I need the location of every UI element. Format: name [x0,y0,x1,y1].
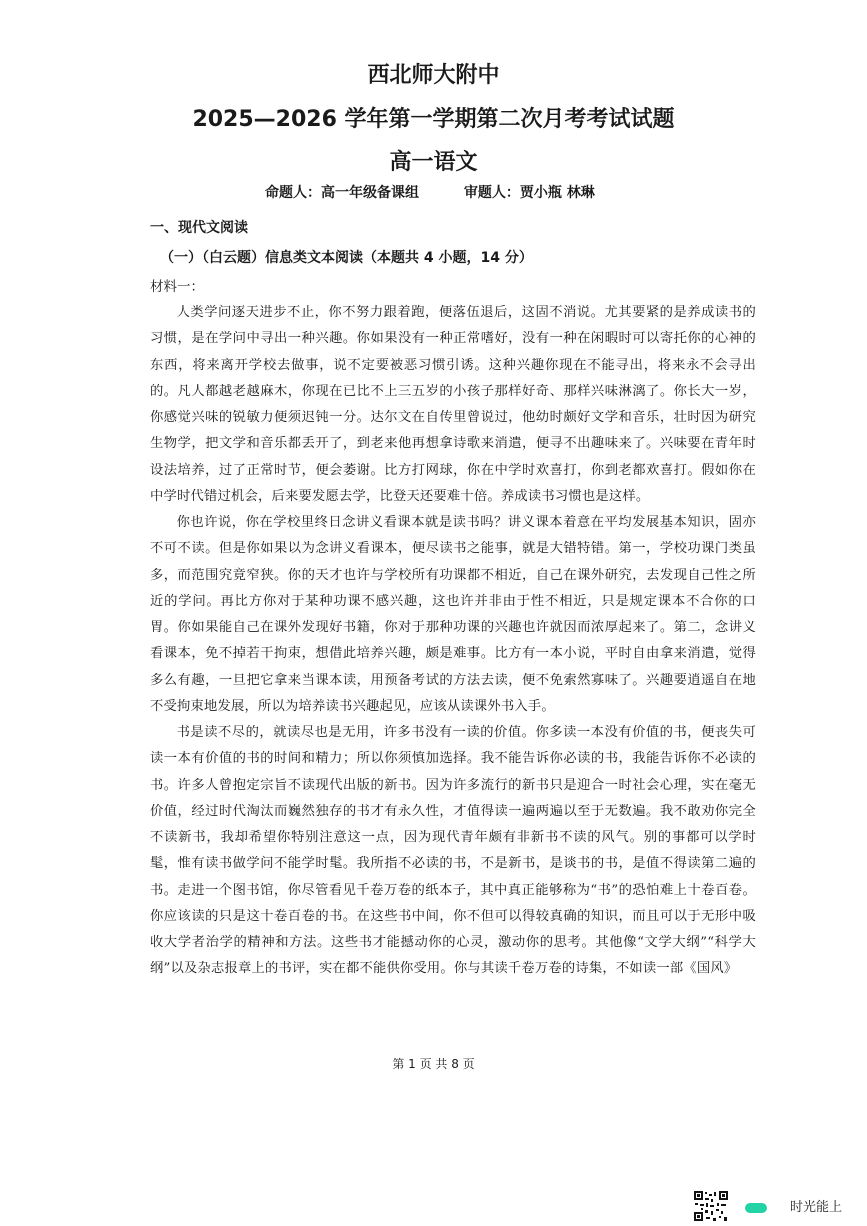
reading-passage [150,300,756,983]
page-number: 第 1 页 共 8 页 [392,1057,475,1071]
authors-line [265,182,595,202]
setter-label: 命题人：高一年级备课组 [265,185,419,201]
paragraph-3: 书是读不尽的，就读尽也是无用，许多书没有一读的价值。你多读一本没有价值的书，便丧失可读一本有价值的书的时间和精力；所以你须慎加选择。我不能告诉你必读的书，我能告诉你不必读的书。许多人曾抱定宗旨不读现代出版的新书。因为许多流行的新书只是迎合一时社会心理，实在毫无价值，经过时代淘汰而巍然独存的书才有永久性，才值得读一遍两遍以至于无数遍。我不敢劝你完全不读新书，我却希望你特别注意这一点，因为现代青年颇有非新书不读的风气。别的事都可以学时髦，惟有读书做学问不能学时髦。我所指不必读的书，不是新书，是谈书的书，是值不得读第二遍的书。走进一个图书馆，你尽管看见千卷万卷的纸本子，其中真正能够称为“书”的恐怕难上十卷百卷。你应该读的只是这十卷百卷的书。在这些书中间，你不但可以得较真确的知识，而且可以于无形中吸收大学者治学的精神和方法。这些书才能撼动你的心灵，激动你的思考。其他像“文学大纲”“科学大纲”以及杂志报章上的书评，实在都不能供你受用。你与其读千卷万卷的诗集，不如读一部《国风》 [150,725,756,977]
school-name: 西北师大附中 [367,63,500,88]
qr-code-icon [693,1190,729,1222]
paragraph-1: 人类学问逐天进步不止，你不努力跟着跑，便落伍退后，这固不消说。尤其要紧的是养成读书的习惯，是在学问中寻出一种兴趣。你如果没有一种正常嗜好，没有一种在闲暇时可以寄托你的心神的东西，将来离开学校去做事，说不定要被恶习惯引诱。这种兴趣你现在不能寻出，将来永不会寻出的。凡人都越老越麻木，你现在已比不上三五岁的小孩子那样好奇、那样兴味淋漓了。你长大一岁，你感觉兴味的锐敏力便须迟钝一分。达尔文在自传里曾说过，他幼时颇好文学和音乐，壮时因为研究生物学，把文学和音乐都丢开了，到老来他再想拿诗歌来消遣，便寻不出趣味来了。兴味要在青年时设法培养，过了正常时节，便会萎谢。比方打网球，你在中学时欢喜打，你到老都欢喜打。假如你在中学时代错过机会，后来要发愿去学，比登天还要难十倍。养成读书习惯也是这样。 [150,305,756,504]
corner-watermark-text: 时光能上 [790,1200,843,1215]
exam-title: 2025—2026 学年第一学期第二次月考考试试题 [192,107,675,132]
section-heading: 一、现代文阅读 [150,220,248,236]
paragraph-2: 你也许说，你在学校里终日念讲义看课本就是读书吗？讲义课本着意在平均发展基本知识，固亦不可不读。但是你如果以为念讲义看课本，便尽读书之能事，就是大错特错。第一，学校功课门类虽多，而范围究竟窄狭。你的天才也许与学校所有功课都不相近，自己在课外研究，去发现自己性之所近的学问。再比方你对于某种功课不感兴趣，这也许并非由于性不相近，只是规定课本不合你的口胃。你如果能自己在课外发现好书籍，你对于那种功课的兴趣也许就因而浓厚起来了。第二，念讲义看课本，免不掉若干拘束，想借此培养兴趣，颇是难事。比方有一本小说，平时自由拿来消遣，觉得多么有趣，一旦把它拿来当课本读，用预备考试的方法去读，便不免索然寡味了。兴趣要逍遥自在地不受拘束地发展，所以为培养读书兴趣起见，应该从读课外书入手。 [150,515,756,714]
section-subheading: （一）（白云题）信息类文本阅读（本题共 4 小题，14 分） [160,250,533,266]
material-label: 材料一： [150,279,204,295]
subject-title: 高一语文 [389,150,478,175]
reviewer-label: 审题人：贾小瓶 林琳 [463,185,595,201]
green-pill-indicator [745,1203,767,1213]
